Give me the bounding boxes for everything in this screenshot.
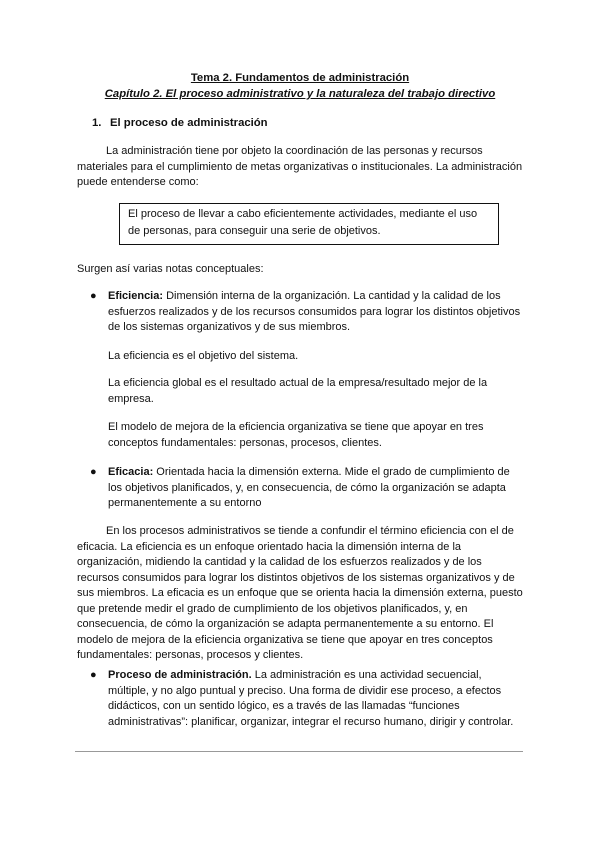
intro-paragraph: La administración tiene por objeto la coordinación de las personas y recursos materiales para el cumplimiento de metas organizativas o institucionales. La administración puede entenderse como: bbox=[77, 145, 523, 188]
bullet-proceso-text bbox=[108, 668, 525, 730]
bullet-eficiencia bbox=[90, 289, 525, 336]
comparison-paragraph: En los procesos administrativos se tiende a confundir el término eficiencia con el de eficacia. La eficiencia es un enfoque orientado hacia la dimensión interna de la organización, midiendo la cantidad y la calidad de los esfuerzos realizados y de los recursos consumidos para lograr los distintos objetivos de los sistemas organizativos y de sus miembros. La eficacia es un enfoque que se orienta hacia la dimensión externa, puesto que pretende medir el grado de cumplimiento de los objetivos planificados, y, en consecuencia, de cómo la organización se adapta permanentemente a su entorno. El modelo de mejora de la eficiencia organizativa se tiene que apoyar en tres conceptos fundamentales: personas, procesos y clientes. bbox=[77, 525, 523, 661]
bullet-eficacia-text bbox=[108, 465, 525, 512]
eficiencia-note-1: La eficiencia es el objetivo del sistema. bbox=[108, 350, 299, 362]
term-eficiencia: Eficiencia: bbox=[108, 290, 164, 302]
lead-in-text: Surgen así varias notas conceptuales: bbox=[77, 263, 264, 275]
bullet-eficacia bbox=[90, 465, 525, 512]
bullet-proceso bbox=[90, 668, 525, 730]
page-divider bbox=[75, 751, 523, 752]
eficacia-definition: Orientada hacia la dimensión externa. Mide el grado de cumplimiento de los objetivos planificados, y, en consecuencia, de cómo la organización se adapta permanentemente a su entorno bbox=[108, 466, 510, 509]
bullet-dot: ● bbox=[90, 290, 97, 302]
bullet-eficiencia-text bbox=[108, 289, 525, 336]
bullet-dot: ● bbox=[90, 466, 97, 478]
bullet-dot: ● bbox=[90, 669, 97, 681]
section-number: 1. bbox=[92, 117, 102, 129]
eficiencia-note-3: El modelo de mejora de la eficiencia organizativa se tiene que apoyar en tres conceptos fundamentales: personas, procesos, clientes. bbox=[108, 421, 484, 449]
section-title: El proceso de administración bbox=[110, 117, 268, 129]
term-eficacia: Eficacia: bbox=[108, 466, 154, 478]
definition-box: El proceso de llevar a cabo eficientemente actividades, mediante el uso de personas, para conseguir una serie de objetivos. bbox=[119, 203, 499, 245]
chapter-subtitle: Capítulo 2. El proceso administrativo y la naturaleza del trabajo directivo bbox=[104, 88, 496, 100]
document-title: Tema 2. Fundamentos de administración bbox=[190, 72, 410, 84]
term-proceso: Proceso de administración. bbox=[108, 669, 252, 681]
eficiencia-note-2: La eficiencia global es el resultado actual de la empresa/resultado mejor de la empresa. bbox=[108, 377, 488, 405]
section-heading bbox=[92, 116, 268, 132]
proceso-definition: La administración es una actividad secuencial, múltiple, y no algo puntual y preciso. Una forma de dividir ese proceso, a efectos didácticos, con un sentido lógico, es a través de las llamadas “funciones administrativas”: planificar, organizar, integrar el recurso humano, dirigir y controlar. bbox=[108, 669, 514, 728]
eficiencia-definition: Dimensión interna de la organización. La cantidad y la calidad de los esfuerzos realizados y de los recursos consumidos para lograr los distintos objetivos de los sistemas organizativos y de sus miembros. bbox=[108, 290, 521, 333]
